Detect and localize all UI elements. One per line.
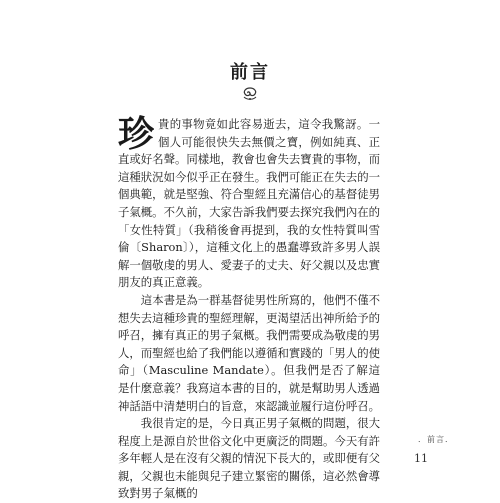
paragraph <box>118 113 380 292</box>
page-number: 11 <box>414 452 428 465</box>
paragraph: 我很肯定的是，今日真正男子氣概的問題，很大程度上是源自於世俗文化中更廣泛的問題。今天有許多年輕人是在沒有父親的情況下長大的，或即便有父親，父親也未能與兒子建立緊密的關係，這必然會導致對男子氣概的 <box>118 416 381 501</box>
paragraph: 這本書是為一群基督徒男性所寫的，他們不僅不想失去這種珍貴的聖經理解，更渴望活出神所給予的呼召，擁有真正的男子氣概。我們需要成為敬虔的男人，而聖經也給了我們能以遵循和實踐的「男人的使命」（Masculine Mandate）。但我們是否了解這是什麼意義？我寫這本書的目的，就是幫助男人透過神話語中清楚明白的旨意，來認識並履行這份呼召。 <box>118 292 381 413</box>
floral-swirl-icon <box>238 86 262 102</box>
body-text <box>118 113 381 503</box>
page-title: 前言 <box>230 62 270 83</box>
running-section-mark: ．前言． <box>418 435 454 444</box>
paragraph-text: 貴的事物竟如此容易逝去，這令我驚訝。一個人可能很快失去無價之寶，例如純真、正直或好名聲。同樣地，教會也會失去寶貴的事物，而這種狀況如今似乎正在發生。我們可能正在失去的一個典範，就是堅強、符合聖經且充滿信心的基督徒男子氣概。不久前，大家告訴我們要去探究我們內在的「女性特質」（我稍後會再提到，我的女性特質叫雪倫〔Sharon〕），這種文化上的愚蠢導致許多男人誤解一個敬虔的男人、愛妻子的丈夫、好父親以及忠實朋友的真正意義。 <box>118 117 380 290</box>
drop-cap: 珍 <box>118 113 155 155</box>
